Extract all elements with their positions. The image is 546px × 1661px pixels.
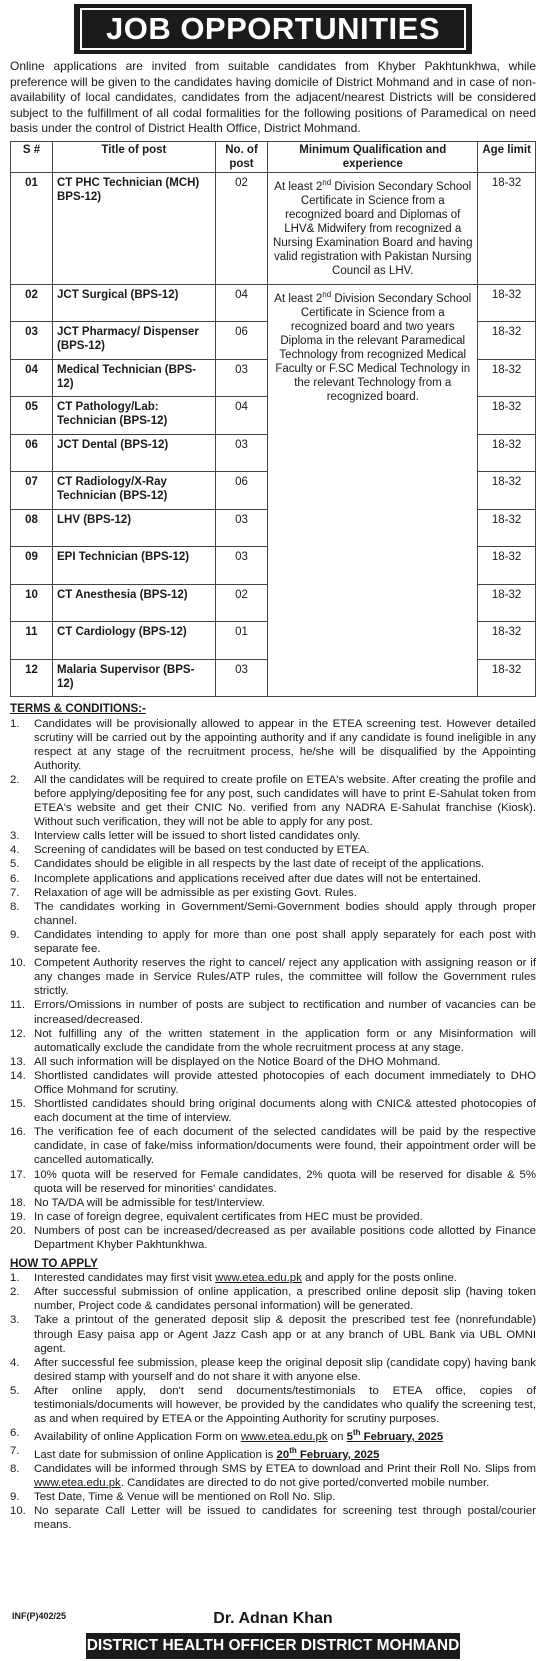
row-title: CT Pathology/Lab: Technician (BPS-12) [53, 397, 216, 435]
list-item: 13. All such information will be displayed on the Notice Board of the DHO Mohmand. [10, 1055, 441, 1068]
row-posts: 03 [215, 509, 268, 547]
list-item: 1. Interested candidates may first visit www.etea.edu.pk and apply for the posts online. [10, 1272, 457, 1285]
row-sn: 01 [11, 172, 53, 284]
row-age: 18-32 [478, 284, 536, 322]
row-sn: 04 [11, 359, 53, 397]
terms-heading: TERMS & CONDITIONS:- [10, 702, 146, 716]
list-item: 6. Availability of online Application Form on www.etea.edu.pk on 5th February, 2025 [10, 1427, 444, 1443]
terms-list [10, 717, 536, 1253]
row-sn: 10 [11, 584, 53, 622]
row-title: LHV (BPS-12) [53, 509, 216, 547]
list-item: 19. In case of foreign degree, equivalent certificates from HEC must be provided. [10, 1210, 423, 1223]
list-item: 18. No TA/DA will be admissible for test/Interview. [10, 1196, 265, 1209]
list-item: 6. Incomplete applications and applications received after due dates will not be entertained. [10, 872, 482, 885]
row-sn: 11 [11, 622, 53, 660]
list-item: 3. Take a printout of the generated deposit slip & deposit the prescribed test fee (nonrefundable) through Easy paisa app or Agent Jazz Cash app or at any branch of UBL Bank via UBL OMNI agent. [10, 1314, 536, 1355]
list-item: 5. Candidates should be eligible in all respects by the last date of receipt of the applications. [10, 858, 485, 871]
row-age: 18-32 [478, 472, 536, 510]
row-posts: 04 [215, 284, 268, 322]
row-sn: 02 [11, 284, 53, 322]
list-item: 7. Last date for submission of online Application is 20th February, 2025 [10, 1445, 380, 1461]
etea-link[interactable]: www.etea.edu.pk [240, 1430, 328, 1443]
table-row [11, 284, 536, 322]
row-posts: 01 [215, 622, 268, 660]
row-posts: 03 [215, 359, 268, 397]
officer-name: Dr. Adnan Khan [213, 1610, 333, 1627]
list-item: 10. No separate Call Letter will be issued to candidates for screening test through postal/courier means. [10, 1505, 536, 1532]
list-item: 4. Screening of candidates will be based on test conducted by ETEA. [10, 844, 370, 857]
row-age: 18-32 [478, 434, 536, 472]
row-age: 18-32 [478, 359, 536, 397]
list-item: 20. Numbers of post can be increased/decreased as per available positions code allotted by Finance Department Khyber Pakhtunkhwa. [10, 1224, 536, 1251]
list-item: 4. After successful fee submission, please keep the original deposit slip (candidate copy) having bank desired stamp with yourself and do not share it with anyone else. [10, 1356, 536, 1383]
page-title: JOB OPPORTUNITIES [80, 8, 466, 50]
row-title: JCT Dental (BPS-12) [53, 434, 216, 472]
row-age: 18-32 [478, 584, 536, 622]
row-title: Medical Technician (BPS-12) [53, 359, 216, 397]
list-item: 14. Shortlisted candidates will provide attested photocopies of each document immediately to DHO Office Mohmand for scrutiny. [10, 1069, 536, 1096]
row-title: CT Cardiology (BPS-12) [53, 622, 216, 660]
etea-link[interactable]: www.etea.edu.pk [34, 1477, 121, 1490]
row-posts: 02 [215, 172, 268, 284]
list-item: 17. 10% quota will be reserved for Female candidates, 2% quota will be reserved for disable & 5% quota will be reserved for minorities' candidates. [10, 1168, 536, 1195]
row-sn: 03 [11, 322, 53, 360]
list-item: 7. Relaxation of age will be admissible as per existing Govt. Rules. [10, 886, 357, 899]
header-title: Title of post [53, 141, 216, 172]
header-age: Age limit [478, 141, 536, 172]
list-item: 11. Errors/Omissions in number of posts are subject to rectification and number of vacancies can be increased/decreased. [10, 999, 536, 1026]
signature-block [10, 1609, 536, 1661]
row-sn: 05 [11, 397, 53, 435]
header-sn: S # [11, 141, 53, 172]
reference-number: INF(P)402/25 [12, 1611, 67, 1621]
availability-date: 5th February, 2025 [346, 1428, 444, 1443]
list-item: 16. The verification fee of each document of the selected candidates will be paid by the respective candidate, in case of fake/miss information/documents were found, their appointment order will be cancelled automatically. [10, 1126, 536, 1167]
row-sn: 12 [11, 659, 53, 697]
row-title: CT PHC Technician (MCH) BPS-12) [53, 172, 216, 284]
list-item: 8. The candidates working in Government/Semi-Government bodies should apply through proper channel. [10, 900, 536, 927]
how-to-apply-heading: HOW TO APPLY [10, 1257, 98, 1271]
row-posts: 02 [215, 584, 268, 622]
list-item: 1. Candidates will be provisionally allowed to appear in the ETEA screening test. However detailed scrutiny will be carried out by the appointing authority and if any candidate is found ineligible in any respect at any stage of the recruitment process, he/she will be disqualified by the Appointing Authority. [10, 717, 536, 772]
intro-paragraph: Online applications are invited from suitable candidates from Khyber Pakhtunkhwa, while preference will be given to the candidates having domicile of District Mohmand and in case of non-availability of local candidates, candidates from the adjacent/nearest Districts will be considered subject to the fulfillment of all codal formalities for the following positions of Paramedical on need basis under the control of District Health Office, District Mohmand. [10, 59, 536, 136]
list-item: 10. Competent Authority reserves the right to cancel/ reject any application with assigning reason or if any changes made in Service Rules/ATP rules, the committee will follow the Government rules strictly. [10, 957, 536, 998]
etea-link[interactable]: www.etea.edu.pk [215, 1272, 302, 1285]
row-sn: 09 [11, 547, 53, 585]
row-title: CT Anesthesia (BPS-12) [53, 584, 216, 622]
row-posts: 03 [215, 547, 268, 585]
row-age: 18-32 [478, 172, 536, 284]
header-qualification: Minimum Qualification and experience [268, 141, 478, 172]
table-header-row [11, 141, 536, 172]
officer-designation: DISTRICT HEALTH OFFICER DISTRICT MOHMAND [86, 1633, 460, 1659]
row-age: 18-32 [478, 397, 536, 435]
header-posts: No. of post [215, 141, 268, 172]
posts-table [10, 141, 536, 698]
row-qualification: At least 2nd Division Secondary School Certificate in Science from a recognized board and two years Diploma in the relevant Paramedical Technology from recognized Medical Faculty or F.SC Medical Technology in the relevant Technology from a recognized board. [268, 284, 478, 697]
row-age: 18-32 [478, 322, 536, 360]
list-item: 5. After online apply, don't send documents/testimonials to ETEA office, copies of testimonials/documents will however, be provided by the candidates who qualify the screening test, as and when required by ETEA or the Appointing Authority for scrutiny purposes. [10, 1384, 536, 1426]
row-age: 18-32 [478, 659, 536, 697]
last-date: 20th February, 2025 [276, 1446, 380, 1461]
row-sn: 06 [11, 434, 53, 472]
row-title: CT Radiology/X-Ray Technician (BPS-12) [53, 472, 216, 510]
row-posts: 03 [215, 659, 268, 697]
list-item: 9. Test Date, Time & Venue will be mentioned on Roll No. Slip. [10, 1491, 336, 1504]
row-title: EPI Technician (BPS-12) [53, 547, 216, 585]
row-sn: 07 [11, 472, 53, 510]
table-row [11, 172, 536, 284]
row-age: 18-32 [478, 622, 536, 660]
list-item: 15. Shortlisted candidates should bring original documents along with CNIC& attested photocopies of each document at the time of interview. [10, 1098, 536, 1125]
list-item: 2. All the candidates will be required to create profile on ETEA's website. After creating the profile and before applying/depositing fee for any post, such candidates will have to print E-Sahulat token from ETEA's website and get their CNIC No. verified from any NADRA E-Sahulat franchise (Kiosk). Without such verification, they will not be able to apply for any post. [10, 773, 536, 829]
row-title: Malaria Supervisor (BPS-12) [53, 659, 216, 697]
row-posts: 03 [215, 434, 268, 472]
row-posts: 06 [215, 322, 268, 360]
how-to-apply-list [10, 1271, 536, 1532]
header-banner [10, 4, 536, 54]
list-item: 3. Interview calls letter will be issued to short listed candidates only. [10, 830, 361, 843]
list-item: 12. Not fulfilling any of the written statement in the application form or any Misinformation will automatically exclude the candidate from the whole recruitment process at any stage. [10, 1027, 536, 1054]
row-posts: 06 [215, 472, 268, 510]
row-title: JCT Pharmacy/ Dispenser (BPS-12) [53, 322, 216, 360]
list-item: 8. Candidates will be informed through SMS by ETEA to download and Print their Roll No. Slips from www.etea.edu.pk. Candidates are directed to do not give ported/converted mobile number. [10, 1462, 536, 1490]
row-title: JCT Surgical (BPS-12) [53, 284, 216, 322]
list-item: 2. After successful submission of online application, a prescribed online deposit slip (having token number, Project code & candidates personal information) will be generated. [10, 1286, 536, 1313]
row-age: 18-32 [478, 509, 536, 547]
row-age: 18-32 [478, 547, 536, 585]
row-posts: 04 [215, 397, 268, 435]
row-qualification: At least 2nd Division Secondary School Certificate in Science from a recognized board and Diplomas of LHV& Midwifery from recognized a Nursing Examination Board and having valid registration with Pakistan Nursing Council as LHV. [268, 172, 478, 284]
list-item: 9. Candidates intending to apply for more than one post shall apply separately for each post with separate fee. [10, 928, 536, 956]
row-sn: 08 [11, 509, 53, 547]
